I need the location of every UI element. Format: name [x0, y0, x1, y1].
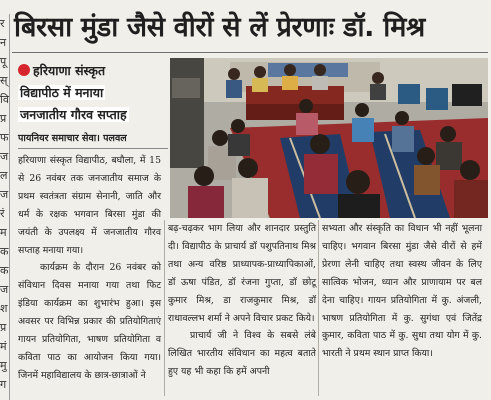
- paragraph: कार्यक्रम के दौरान 26 नवंबर को संविधान दिवस मनाया गया तथा फिट इंडिया कार्यक्रम का शुभारंभ हुआ। इस अवसर पर विभिन्न प्रकार की प्रतियोगिताएं गायन प्रतियोगिता, भाषण प्रतियोगिता व कविता पाठ का आयोजन किया गया। जिनमें महाविद्यालय के छात्र-छात्राओं ने: [18, 262, 161, 381]
- paragraph: प्राचार्य जी ने विश्व के सबसे लंबे लिखित भारतीय संविधान का महत्व बताते हुए यह भी कहा कि हमें अपनी: [168, 330, 316, 378]
- fragment-char: न: [0, 36, 7, 49]
- column-divider: [318, 220, 319, 396]
- fragment-char: र: [0, 17, 5, 30]
- fragment-char: मु: [0, 359, 7, 372]
- byline: पायनियर समाचार सेवा। पलवल: [18, 133, 127, 144]
- red-bullet-icon: [18, 64, 30, 76]
- fragment-char: क: [0, 264, 9, 277]
- kicker-text-3: जनजातीय गौरव सप्ताह: [20, 107, 127, 122]
- fragment-char: प्र: [0, 112, 7, 125]
- headline-rule: [12, 52, 488, 53]
- fragment-char: ज: [0, 150, 9, 163]
- kicker-line-1: [18, 60, 166, 82]
- paragraph: बढ़-चढ़कर भाग लिया और शानदार प्रस्तुति दी। विद्यापीठ के प्राचार्य डॉ पशुपतिनाथ मिश्र तथा अन्य वरिष्ठ प्राध्यापक-प्राध्यापिकाओं, डॉ ऊषा पंडित, डॉ रंजना गुप्ता, डॉ छोटू कुमार मिश्र, डा राजकुमार मिश्र, डॉ राधावल्लभ शर्मा ने अपने विचार प्रकट किये।: [168, 223, 316, 324]
- article-column-2: [168, 220, 316, 381]
- fragment-char: वि: [0, 93, 9, 106]
- paragraph: सभ्यता और संस्कृति का विधान भी नहीं भूलना चाहिए। भगवान बिरसा मुंडा जैसे वीरों से हमें प्रेरणा लेनी चाहिए तथा स्वस्थ जीवन के लिए सात्विक भोजन, ध्यान और प्राणायाम पर बल देना चाहिए। गायन प्रतियोगिता में कु. अंजली, भाषण प्रतियोगिता में कु. सुगंधा एवं जितेंद्र कुमार, कविता पाठ में कु. सुधा तथा योग में कु. भारती ने प्रथम स्थान प्राप्त किया।: [322, 223, 482, 360]
- fragment-char: ल: [0, 169, 8, 182]
- fragment-char: फ: [0, 131, 9, 144]
- kicker-line-2: [18, 82, 166, 104]
- fragment-char: ज: [0, 188, 9, 201]
- fragment-char: स्: [0, 74, 8, 87]
- headline: बिरसा मुंडा जैसे वीरों से लें प्रेरणाः डॉ. मिश्र: [14, 12, 425, 43]
- fragment-char: मं: [0, 340, 7, 353]
- fragment-char: प्र: [0, 321, 7, 334]
- fragment-char: ग: [0, 378, 7, 391]
- fragment-char: श: [0, 302, 8, 315]
- kicker-text-2: विद्यापीठ में मनाया: [20, 85, 104, 100]
- event-photo-image: [170, 58, 488, 218]
- fragment-char: पू: [0, 55, 7, 68]
- article-column-1: [18, 152, 161, 385]
- fragment-char: रं: [0, 207, 5, 220]
- kicker-text-1: हरियाणा संस्कृत: [33, 63, 106, 78]
- previous-column-fragment: [0, 14, 10, 400]
- paragraph: हरियाणा संस्कृत विद्यापीठ, बघौला, में 15 से 26 नवंबर तक जनजातीय समाज के प्रथम स्वतंत्रता संग्राम सेनानी, जाति और धर्म के रक्षक भगवान बिरसा मुंडा की जयंती के उपलक्ष्य में जनजातीय गौरव सप्ताह मनाया गया।: [18, 155, 161, 256]
- byline-rule: [18, 148, 168, 149]
- event-photo: [170, 58, 488, 218]
- article-column-3: [322, 220, 482, 363]
- column-divider: [164, 220, 165, 396]
- fragment-char: म: [0, 226, 7, 239]
- kicker: [18, 60, 166, 126]
- fragment-char: क: [0, 245, 9, 258]
- kicker-line-3: [18, 104, 166, 126]
- fragment-char: ज: [0, 283, 9, 296]
